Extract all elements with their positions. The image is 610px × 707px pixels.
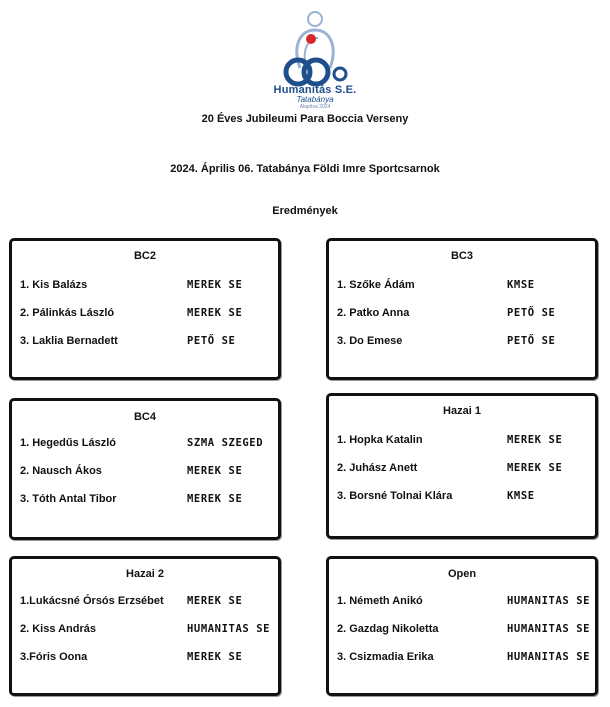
athlete-name: 3. Borsné Tolnai Klára (337, 490, 453, 502)
logo-founded: Alapítva 2024 (299, 104, 331, 110)
club-name: PETŐ SE (187, 335, 236, 347)
athlete-name: 1. Németh Anikó (337, 595, 423, 607)
category-title: BC4 (133, 411, 156, 423)
club-name: MEREK SE (507, 434, 563, 446)
club-name: MEREK SE (187, 465, 243, 477)
result-row (337, 307, 591, 323)
club-name: KMSE (507, 279, 535, 291)
result-row (337, 595, 591, 611)
category-box-open (326, 556, 598, 696)
athlete-name: 2. Gazdag Nikoletta (337, 623, 439, 635)
result-row (20, 437, 274, 453)
result-row (20, 465, 274, 481)
athlete-name: 1. Hopka Katalin (337, 434, 423, 446)
athlete-name: 3. Csizmadia Erika (337, 651, 434, 663)
athlete-name: 2. Nausch Ákos (20, 465, 102, 477)
result-row (337, 434, 591, 450)
athlete-name: 2. Patko Anna (337, 307, 410, 319)
result-row (337, 623, 591, 639)
event-details: 2024. Április 06. Tatabánya Földi Imre Sportcsarnok (170, 163, 440, 175)
category-title: BC3 (450, 250, 473, 262)
result-row (337, 462, 591, 478)
athlete-name: 2. Juhász Anett (337, 462, 418, 474)
logo-text (255, 84, 375, 110)
athlete-name: 3.Fóris Oona (20, 651, 88, 663)
athlete-name: 3. Do Emese (337, 335, 403, 347)
club-name: SZMA SZEGED (187, 437, 264, 449)
category-box-hazai-1 (326, 393, 598, 539)
result-row (20, 493, 274, 509)
club-name: HUMANITAS SE (507, 595, 591, 607)
club-name: MEREK SE (187, 279, 243, 291)
club-name: PETŐ SE (507, 335, 556, 347)
club-name: MEREK SE (187, 595, 243, 607)
club-name: MEREK SE (507, 462, 563, 474)
athlete-name: 1. Kis Balázs (20, 279, 88, 291)
category-box-bc3 (326, 238, 598, 380)
category-box-bc4 (9, 398, 281, 540)
result-row (20, 307, 274, 323)
athlete-name: 1. Hegedűs László (20, 437, 116, 449)
club-name: PETŐ SE (507, 307, 556, 319)
category-box-bc2 (9, 238, 281, 380)
logo-name: Humanitás S.E. (273, 84, 357, 96)
result-row (337, 490, 591, 506)
competition-title: 20 Éves Jubileumi Para Boccia Verseny (201, 113, 409, 125)
result-row (337, 651, 591, 667)
results-heading: Eredmények (272, 205, 338, 217)
club-name: MEREK SE (187, 307, 243, 319)
category-title: BC2 (133, 250, 156, 262)
club-name: HUMANITAS SE (507, 651, 591, 663)
athlete-name: 1.Lukácsné Órsós Erzsébet (20, 595, 164, 607)
club-name: KMSE (507, 490, 535, 502)
result-row (337, 335, 591, 351)
result-row (20, 335, 274, 351)
category-title: Hazai 1 (443, 405, 481, 417)
humanitas-logo (270, 6, 360, 96)
club-name: HUMANITAS SE (187, 623, 271, 635)
club-name: MEREK SE (187, 493, 243, 505)
category-title: Open (447, 568, 477, 580)
category-box-hazai-2 (9, 556, 281, 696)
club-name: HUMANITAS SE (507, 623, 591, 635)
result-row (20, 595, 274, 611)
athlete-name: 3. Tóth Antal Tibor (20, 493, 117, 505)
result-row (20, 279, 274, 295)
result-row (337, 279, 591, 295)
logo-city: Tatabánya (296, 95, 334, 104)
result-row (20, 651, 274, 667)
athlete-name: 2. Kiss András (20, 623, 97, 635)
result-row (20, 623, 274, 639)
athlete-name: 1. Szőke Ádám (337, 279, 415, 291)
athlete-name: 3. Laklia Bernadett (20, 335, 118, 347)
category-title: Hazai 2 (126, 568, 164, 580)
athlete-name: 2. Pálinkás László (20, 307, 115, 319)
club-name: MEREK SE (187, 651, 243, 663)
